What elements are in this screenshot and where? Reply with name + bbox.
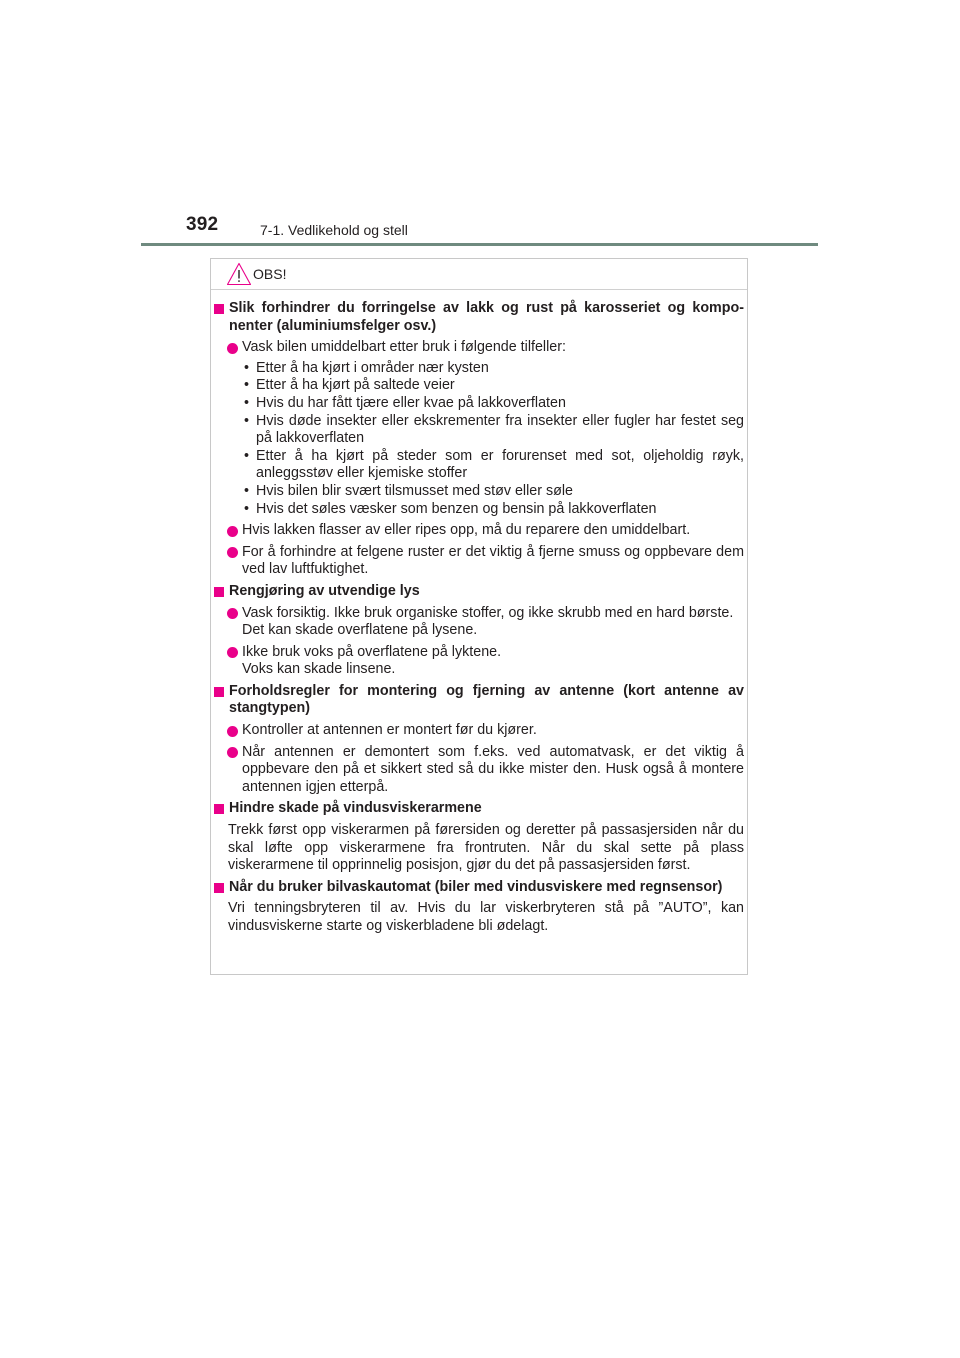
dot-bullet-icon <box>227 547 238 558</box>
warning-triangle-icon <box>226 262 252 286</box>
section-heading: Rengjøring av utvendige lys <box>214 583 744 601</box>
list-item: • Hvis du har fått tjære eller kvae på lakkoverflaten <box>244 394 566 411</box>
list-item: Ikke bruk voks på overflatene på lyktene. Voks kan skade linsene. <box>214 644 744 679</box>
list-item: Vask bilen umiddelbart etter bruk i følgende tilfeller: <box>214 339 744 357</box>
dot-bullet-icon <box>227 726 238 737</box>
square-bullet-icon <box>214 587 224 597</box>
page-number: 392 <box>186 214 219 235</box>
list-item: Når antennen er demontert som f.eks. ved automatvask, er det viktig å oppbevare den på et sikkert sted så du ikke mister den. Husk også å montere antennen igjen etterpå. <box>214 744 744 797</box>
section-heading: Når du bruker bilvaskautomat (biler med vindusviskere med regnsensor) <box>214 879 744 897</box>
list-item: • Hvis døde insekter eller ekskrementer fra insekter eller fugler har festet seg på lakkoverflaten <box>244 412 744 447</box>
dot-bullet-icon <box>227 608 238 619</box>
section-heading: Slik forhindrer du forringelse av lakk og rust på karosseriet og kompo-nenter (aluminiumsfelger osv.) <box>214 300 744 335</box>
square-bullet-icon <box>214 304 224 314</box>
header-rule <box>141 243 818 246</box>
caution-label: OBS! <box>253 266 287 282</box>
dot-bullet-icon <box>227 526 238 537</box>
list-item: • Hvis det søles væsker som benzen og bensin på lakkoverflaten <box>244 500 657 517</box>
bullet-list <box>214 360 744 518</box>
square-bullet-icon <box>214 687 224 697</box>
list-item: • Etter å ha kjørt på steder som er forurenset med sot, oljeholdig røyk, anleggsstøv eller kjemiske stoffer <box>244 447 744 482</box>
list-item: For å forhindre at felgene ruster er det viktig å fjerne smuss og oppbevare dem ved lav luftfuktighet. <box>214 544 744 579</box>
list-item: • Hvis bilen blir svært tilsmusset med støv eller søle <box>244 482 573 499</box>
caution-header <box>226 259 286 289</box>
list-item: Kontroller at antennen er montert før du kjører. <box>214 722 744 740</box>
section-title: 7-1. Vedlikehold og stell <box>260 222 408 238</box>
section-heading: Hindre skade på vindusviskerarmene <box>214 800 744 818</box>
section-heading: Forholdsregler for montering og fjerning av antenne (kort antenne av stangtypen) <box>214 683 744 718</box>
square-bullet-icon <box>214 804 224 814</box>
dot-bullet-icon <box>227 747 238 758</box>
caution-content <box>214 300 744 940</box>
paragraph: Vri tenningsbryteren til av. Hvis du lar viskerbryteren stå på ”AUTO”, kan vindusviskerne starte og viskerbladene bli ødelagt. <box>228 900 744 934</box>
paragraph: Trekk først opp viskerarmen på førersiden og deretter på passasjersiden når du skal løfte opp viskerarmene fra frontruten. Når du skal sette på plass viskerarmene til opprinnelig posisjon, gjør du det på passasjersiden først. <box>228 822 744 874</box>
dot-bullet-icon <box>227 343 238 354</box>
caution-divider <box>211 289 747 290</box>
dot-bullet-icon <box>227 647 238 658</box>
list-item: Vask forsiktig. Ikke bruk organiske stoffer, og ikke skrubb med en hard børste. Det kan skade overflatene på lysene. <box>214 605 744 640</box>
list-item: • Etter å ha kjørt i områder nær kysten <box>244 359 489 376</box>
square-bullet-icon <box>214 883 224 893</box>
list-item: Hvis lakken flasser av eller ripes opp, må du reparere den umiddelbart. <box>214 522 744 540</box>
list-item: • Etter å ha kjørt på saltede veier <box>244 377 455 394</box>
